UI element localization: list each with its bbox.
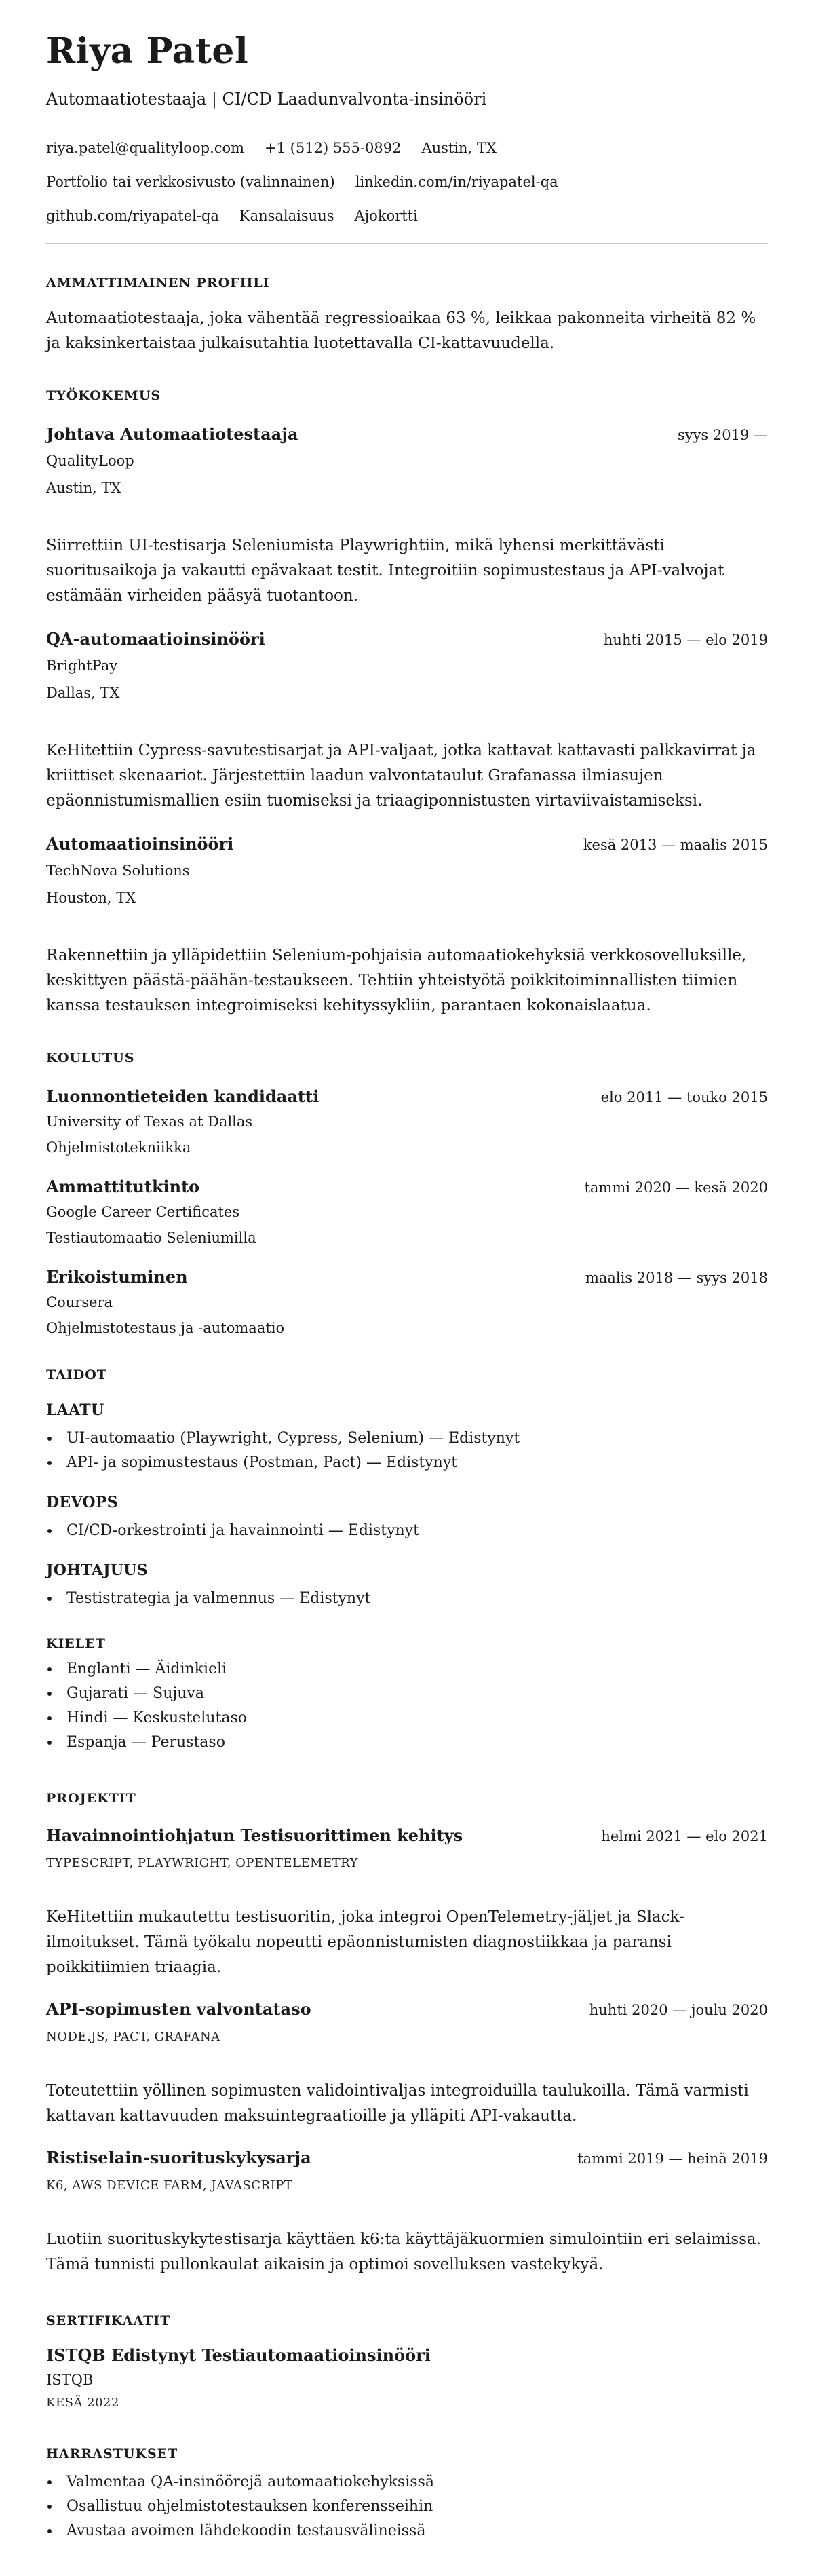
- job-location: Houston, TX: [46, 890, 136, 906]
- certification-issuer: ISTQB: [46, 2372, 94, 2388]
- project-title: Ristiselain-suorituskykysarja: [46, 2148, 311, 2167]
- education-school: Google Career Certificates: [46, 1204, 240, 1220]
- contact-phone: +1 (512) 555-0892: [265, 140, 402, 156]
- language-item: Englanti — Äidinkieli: [46, 1657, 768, 1682]
- projects-heading: PROJEKTIT: [46, 1791, 136, 1806]
- project-title-row: [46, 1999, 768, 2020]
- section-education: [46, 1050, 768, 1337]
- skill-group-leadership: [46, 1561, 768, 1611]
- project-dates: helmi 2021 — elo 2021: [601, 1828, 768, 1844]
- project-description: Luotiin suorituskykytestisarja käyttäen k6:ta käyttäjäkuormien simulointiin eri selaimissa. Tämä tunnisti pullonkaulat aikaisin ja optimoi sovelluksen vastekykyä.: [46, 2231, 761, 2273]
- contact-row-1: [46, 141, 768, 155]
- job-location: Austin, TX: [46, 480, 121, 496]
- hobby-list: [46, 2470, 768, 2543]
- section-hobbies: [46, 2446, 768, 2543]
- job-title: QA-automaatioinsinööri: [46, 629, 265, 649]
- contact-row-3: [46, 209, 768, 223]
- education-field: Testiautomaatio Seleniumilla: [46, 1230, 256, 1246]
- experience-heading: TYÖKOKEMUS: [46, 388, 161, 403]
- education-dates: maalis 2018 — syys 2018: [585, 1270, 768, 1286]
- project-description: KeHitettiin mukautettu testisuoritin, joka integroi OpenTelemetry-jäljet ja Slack-ilmoitukset. Tämä työkalu nopeutti epäonnistumisten diagnostiikkaa ja paransi poikkitiimien triaagia.: [46, 1908, 684, 1976]
- education-degree: Erikoistuminen: [46, 1267, 188, 1287]
- profile-summary: Automaatiotestaaja, joka vähentää regressioaikaa 63 %, leikkaa pakonneita virheitä 82 % ja kaksinkertaistaa julkaisutahtia luotettavalla CI-kattavuudella.: [46, 309, 756, 352]
- education-dates: elo 2011 — touko 2015: [600, 1089, 768, 1105]
- candidate-tagline: Automaatiotestaaja | CI/CD Laadunvalvonta-insinööri: [46, 90, 487, 109]
- education-degree: Luonnontieteiden kandidaatti: [46, 1086, 319, 1106]
- job-location: Dallas, TX: [46, 685, 120, 701]
- certifications-heading: SERTIFIKAATIT: [46, 2313, 171, 2328]
- education-entry: [46, 1267, 768, 1337]
- education-field: Ohjelmistotestaus ja -automaatio: [46, 1320, 285, 1336]
- skill-item: Testistrategia ja valmennus — Edistynyt: [46, 1587, 768, 1611]
- hobby-item: Valmentaa QA-insinöörejä automaatiokehyksissä: [46, 2470, 768, 2495]
- education-school: University of Texas at Dallas: [46, 1114, 253, 1130]
- section-experience: [46, 387, 768, 1019]
- contact-location: Austin, TX: [421, 140, 497, 156]
- section-skills: [46, 1367, 768, 1611]
- job-company: QualityLoop: [46, 453, 134, 469]
- skill-list: [46, 1426, 768, 1475]
- job-company: TechNova Solutions: [46, 863, 190, 879]
- education-school: Coursera: [46, 1294, 113, 1310]
- skills-heading: TAIDOT: [46, 1367, 107, 1382]
- education-heading: KOULUTUS: [46, 1050, 135, 1065]
- resume-header: [46, 31, 768, 223]
- header-divider: [46, 243, 768, 244]
- education-entry: [46, 1177, 768, 1247]
- contact-citizenship: Kansalaisuus: [239, 208, 334, 224]
- skill-list: [46, 1587, 768, 1611]
- job-entry: [46, 629, 768, 814]
- contact-portfolio: Portfolio tai verkkosivusto (valinnainen): [46, 174, 335, 190]
- hobby-item: Avustaa avoimen lähdekoodin testausvälineissä: [46, 2519, 768, 2543]
- skill-item: API- ja sopimustestaus (Postman, Pact) — Edistynyt: [46, 1451, 768, 1475]
- section-certifications: [46, 2313, 768, 2410]
- contact-github: github.com/riyapatel-qa: [46, 208, 219, 224]
- languages-heading: KIELET: [46, 1636, 106, 1651]
- job-title-row: [46, 834, 768, 855]
- project-tech-stack: NODE.JS, PACT, GRAFANA: [46, 2030, 220, 2044]
- hobbies-heading: HARRASTUKSET: [46, 2446, 178, 2461]
- project-title-row: [46, 1825, 768, 1846]
- job-description: Siirrettiin UI-testisarja Seleniumista Playwrightiin, mikä lyhensi merkittävästi suoritusaikoja ja vakautti epävakaat testit. Integroitiin sopimustestaus ja API-valvojat estämään virheiden pääsyä tuotantoon.: [46, 537, 724, 605]
- candidate-name: Riya Patel: [46, 31, 249, 72]
- contact-driving-license: Ajokortti: [354, 208, 418, 224]
- project-title: Havainnointiohjatun Testisuorittimen kehitys: [46, 1825, 463, 1845]
- language-item: Hindi — Keskustelutaso: [46, 1706, 768, 1730]
- education-title-row: [46, 1177, 768, 1198]
- project-title: API-sopimusten valvontataso: [46, 1999, 311, 2019]
- project-tech-stack: K6, AWS DEVICE FARM, JAVASCRIPT: [46, 2178, 293, 2193]
- skill-list: [46, 1519, 768, 1543]
- contact-row-2: [46, 175, 768, 189]
- project-tech-stack: TYPESCRIPT, PLAYWRIGHT, OPENTELEMETRY: [46, 1856, 359, 1870]
- contact-email: riya.patel@qualityloop.com: [46, 140, 245, 156]
- project-entry: [46, 1825, 768, 1980]
- job-title-row: [46, 424, 768, 445]
- project-entry: [46, 1999, 768, 2129]
- project-dates: tammi 2019 — heinä 2019: [577, 2151, 768, 2167]
- skill-group-heading: JOHTAJUUS: [46, 1561, 148, 1579]
- skill-group-heading: DEVOPS: [46, 1494, 118, 1511]
- skill-group-quality: [46, 1401, 768, 1475]
- hobby-item: Osallistuu ohjelmistotestauksen konferensseihin: [46, 2495, 768, 2519]
- skill-item: CI/CD-orkestrointi ja havainnointi — Edistynyt: [46, 1519, 768, 1543]
- job-dates: huhti 2015 — elo 2019: [603, 632, 768, 648]
- education-title-row: [46, 1086, 768, 1107]
- job-entry: [46, 424, 768, 609]
- job-title: Automaatioinsinööri: [46, 834, 234, 854]
- contact-linkedin: linkedin.com/in/riyapatel-qa: [355, 174, 558, 190]
- section-profile: [46, 275, 768, 356]
- project-entry: [46, 2148, 768, 2277]
- skill-group-heading: LAATU: [46, 1401, 104, 1419]
- certification-date: KESÄ 2022: [46, 2395, 119, 2410]
- section-languages: [46, 1635, 768, 1755]
- education-entry: [46, 1086, 768, 1156]
- skill-group-devops: [46, 1493, 768, 1543]
- project-dates: huhti 2020 — joulu 2020: [589, 2002, 768, 2018]
- job-description: KeHitettiin Cypress-savutestisarjat ja API-valjaat, jotka kattavat kattavasti palkkavirrat ja kriittiset skenaariot. Järjestettiin laadun valvontataulut Grafanassa ilmiasujen epäonnistumismallien esiin tuomiseksi ja triaagiponnistusten virtaviivaistamiseksi.: [46, 742, 756, 810]
- job-company: BrightPay: [46, 658, 118, 674]
- contact-block: [46, 141, 768, 223]
- job-entry: [46, 834, 768, 1019]
- profile-heading: AMMATTIMAINEN PROFIILI: [46, 276, 270, 290]
- education-degree: Ammattitutkinto: [46, 1177, 200, 1196]
- project-description: Toteutettiin yöllinen sopimusten validointivaljas integroiduilla taulukoilla. Tämä varmisti kattavan kattavuuden maksuintegraatioille ja ylläpiti API-vakautta.: [46, 2082, 749, 2125]
- project-title-row: [46, 2148, 768, 2169]
- education-field: Ohjelmistotekniikka: [46, 1139, 191, 1156]
- language-item: Gujarati — Sujuva: [46, 1682, 768, 1706]
- language-item: Espanja — Perustaso: [46, 1730, 768, 1755]
- job-dates: syys 2019 —: [677, 427, 768, 443]
- job-dates: kesä 2013 — maalis 2015: [583, 837, 768, 853]
- job-title: Johtava Automaatiotestaaja: [46, 424, 298, 444]
- job-description: Rakennettiin ja ylläpidettiin Selenium-pohjaisia automaatiokehyksiä verkkosovelluksille, keskittyen päästä-päähän-testaukseen. Tehtiin yhteistyötä poikkitoiminnallisten tiimien kanssa testauksen integroimiseksi kehityssykliin, parantaen kokonaislaatua.: [46, 947, 747, 1015]
- certification-entry: [46, 2345, 768, 2410]
- education-dates: tammi 2020 — kesä 2020: [584, 1179, 768, 1196]
- education-title-row: [46, 1267, 768, 1288]
- job-title-row: [46, 629, 768, 650]
- certification-name: ISTQB Edistynyt Testiautomaatioinsinööri: [46, 2345, 431, 2365]
- skill-item: UI-automaatio (Playwright, Cypress, Selenium) — Edistynyt: [46, 1426, 768, 1451]
- language-list: [46, 1657, 768, 1755]
- section-projects: [46, 1790, 768, 2277]
